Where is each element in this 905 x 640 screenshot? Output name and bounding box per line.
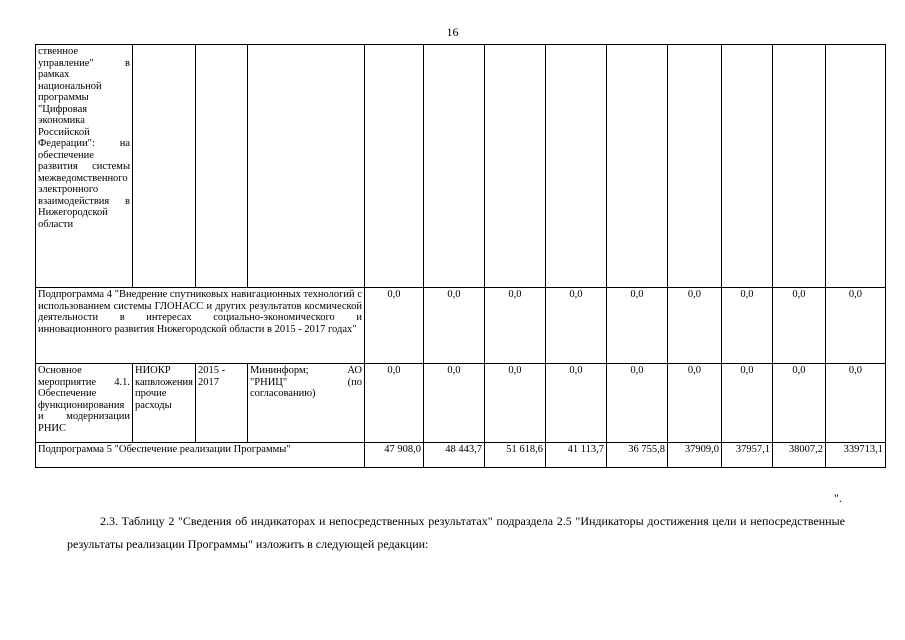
value-cell: 37909,0 [667,443,721,468]
value-cell: 339713,1 [825,443,885,468]
measure-4-1-cell: Основное мероприятие 4.1. Обеспечение функционирования и модернизации РНИС [36,364,133,443]
value-cell: 0,0 [667,364,721,443]
period-cell: 2015 - 2017 [195,364,247,443]
value-cell: 51 618,6 [484,443,545,468]
value-cell: 0,0 [825,364,885,443]
value-cell: 0,0 [364,364,423,443]
executor-cell: Мининформ; АО "РНИЦ" (по согласованию) [247,364,364,443]
table-row [36,288,886,364]
table-row [36,45,886,288]
value-cell: 0,0 [825,288,885,364]
value-cell: 0,0 [721,364,772,443]
value-cell: 0,0 [667,288,721,364]
measure-name-cell: ственное управление" в рамках национальной программы "Цифровая экономика Российской Федерации": на обеспечение развития системы межведомственного электронного взаимодействия в Нижегородской области [36,45,133,288]
value-cell: 0,0 [606,364,667,443]
value-cell: 0,0 [423,288,484,364]
value-cell: 0,0 [364,288,423,364]
value-cell: 0,0 [772,364,825,443]
budget-table [35,44,886,468]
value-cell: 0,0 [423,364,484,443]
subprogram-4-cell: Подпрограмма 4 "Внедрение спутниковых навигационных технологий с использованием системы ГЛОНАСС и других результатов космической деятельности в интересах социально-экономического и инновационного развития Нижегородской области в 2015 - 2017 годах" [36,288,365,364]
value-cell: 0,0 [484,364,545,443]
value-cell: 0,0 [772,288,825,364]
value-cell: 0,0 [484,288,545,364]
value-cell: 47 908,0 [364,443,423,468]
value-cell: 41 113,7 [545,443,606,468]
table-row [36,364,886,443]
value-cell: 38007,2 [772,443,825,468]
value-cell: 36 755,8 [606,443,667,468]
value-cell: 0,0 [545,364,606,443]
value-cell: 0,0 [545,288,606,364]
subprogram-5-cell: Подпрограмма 5 "Обеспечение реализации Программы" [36,443,365,468]
value-cell: 37957,1 [721,443,772,468]
expense-type-cell: НИОКР капвложения прочие расходы [133,364,196,443]
value-cell: 48 443,7 [423,443,484,468]
page-number: 16 [446,25,459,39]
table-row [36,443,886,468]
body-paragraph: 2.3. Таблицу 2 "Сведения об индикаторах и непосредственных результатах" подраздела 2.5 "Индикаторы достижения цели и непосредственные результаты реализации Программы" изложить в следующей редакции: [67,514,845,551]
value-cell: 0,0 [606,288,667,364]
closing-quote: ". [834,491,842,505]
value-cell: 0,0 [721,288,772,364]
